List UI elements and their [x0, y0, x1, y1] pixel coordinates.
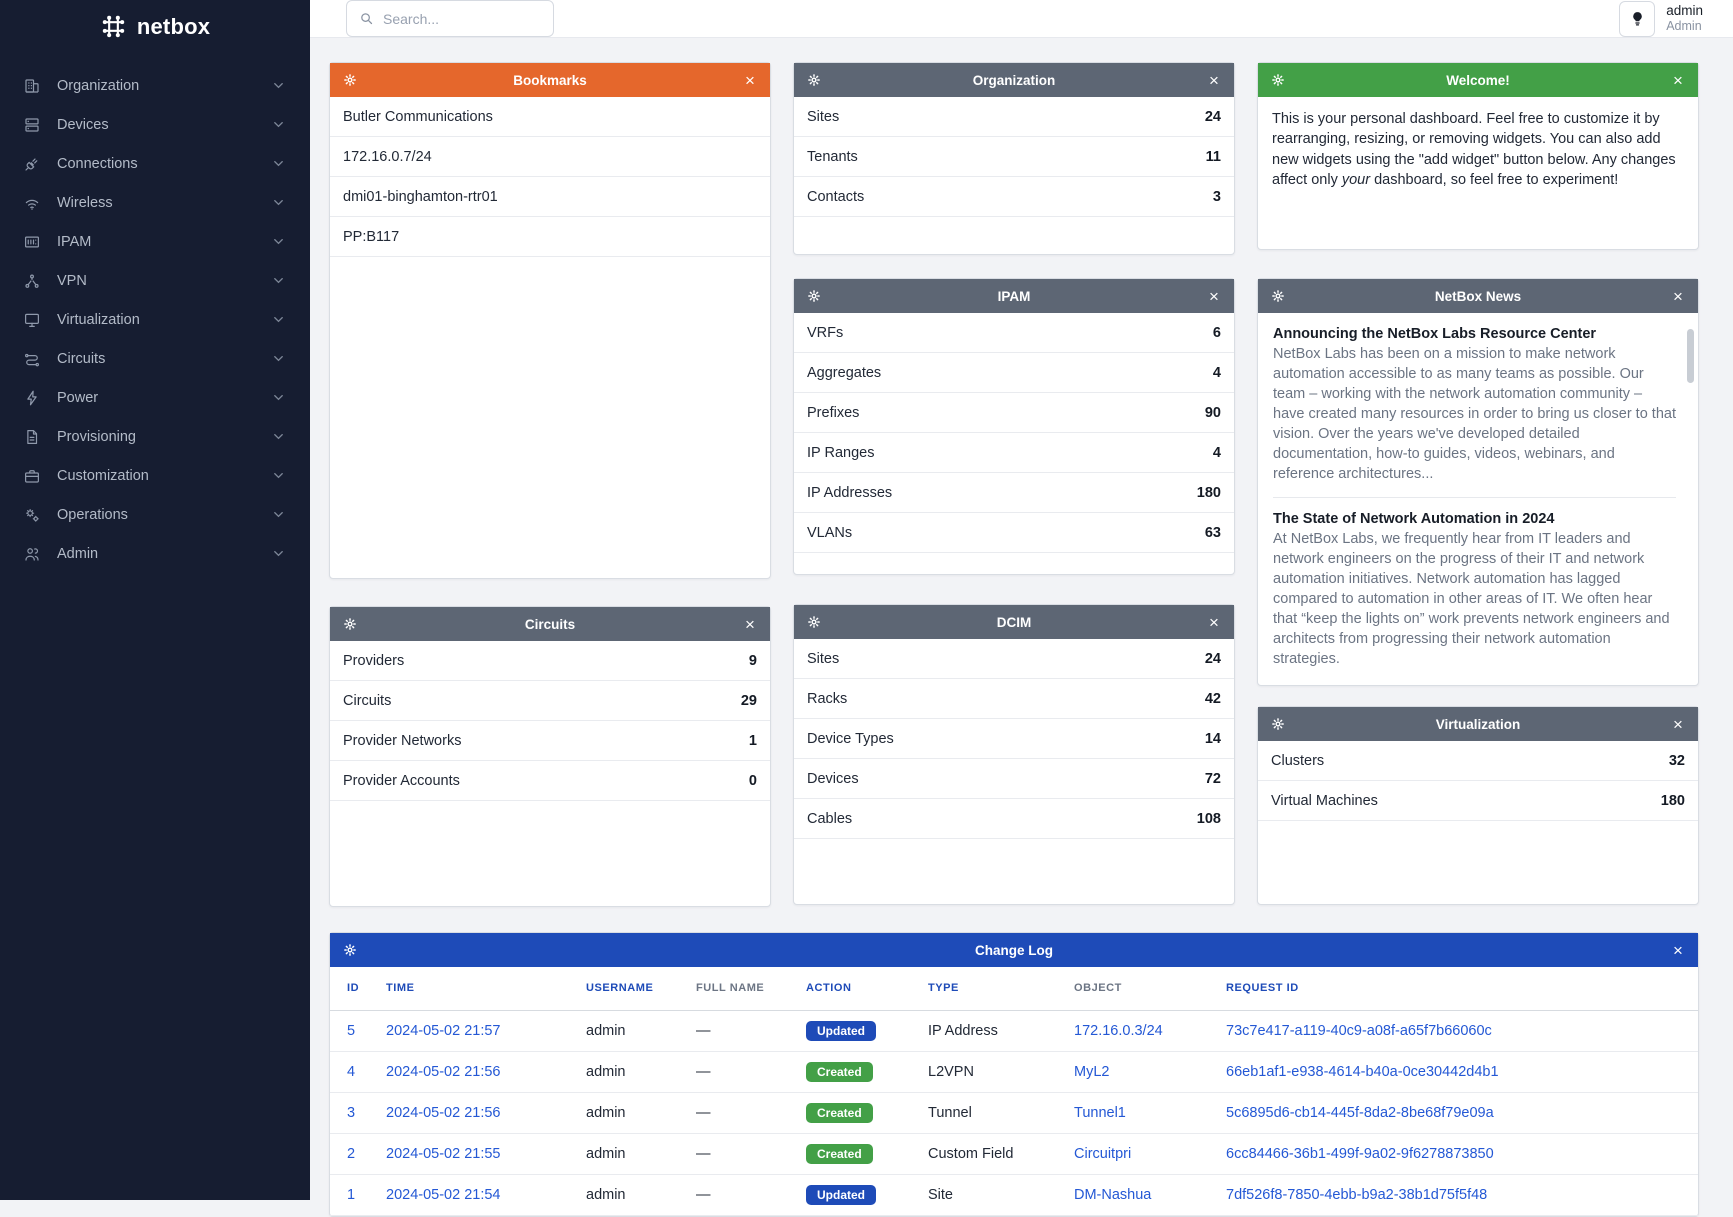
table-row	[330, 1010, 1698, 1051]
stat-label: IP Ranges	[807, 444, 875, 461]
widget-organization	[793, 62, 1235, 255]
welcome-text-em: your	[1341, 171, 1371, 188]
sidebar-item-admin[interactable]	[0, 534, 310, 573]
change-full-name: —	[696, 1186, 711, 1203]
sidebar-item-wireless[interactable]	[0, 183, 310, 222]
welcome-text-part: dashboard, so feel free to experiment!	[1370, 171, 1619, 188]
change-username: admin	[586, 1063, 626, 1080]
bookmark-item[interactable]	[330, 137, 770, 177]
stat-value: 24	[1204, 650, 1221, 667]
sidebar	[0, 0, 310, 1200]
change-type: IP Address	[928, 1022, 998, 1039]
column-header-request-id[interactable]: REQUEST ID	[1216, 967, 1698, 1010]
widget-bookmarks	[329, 62, 771, 579]
change-object-link[interactable]: Tunnel1	[1074, 1104, 1126, 1121]
change-time-link[interactable]: 2024-05-02 21:54	[386, 1186, 501, 1203]
widget-close-icon[interactable]: ×	[1673, 286, 1683, 306]
netbox-logo-text: netbox	[136, 13, 211, 39]
news-article	[1273, 511, 1676, 669]
sidebar-item-label: Organization	[57, 77, 140, 94]
chevron-down-icon	[271, 468, 286, 483]
briefcase-icon	[23, 467, 41, 485]
sidebar-item-label: Operations	[57, 506, 128, 523]
stat-row	[794, 759, 1234, 799]
main-area	[310, 0, 1733, 1203]
search-box	[346, 0, 554, 37]
stat-label: Tenants	[807, 148, 858, 165]
status-badge: Updated	[806, 1185, 876, 1205]
stat-row	[794, 137, 1234, 177]
gears-icon	[23, 506, 41, 524]
divider	[1273, 497, 1676, 498]
news-article-title[interactable]: The State of Network Automation in 2024	[1273, 511, 1555, 527]
chevron-down-icon	[271, 156, 286, 171]
column-header-action[interactable]: ACTION	[796, 967, 918, 1010]
change-full-name: —	[696, 1063, 711, 1080]
stat-row	[330, 681, 770, 721]
chevron-down-icon	[271, 117, 286, 132]
widget-config-gear-icon[interactable]	[804, 286, 824, 306]
sidebar-item-label: IPAM	[57, 233, 92, 250]
stat-row	[794, 719, 1234, 759]
widget-welcome	[1257, 62, 1699, 250]
change-type: L2VPN	[928, 1063, 974, 1080]
topbar	[310, 0, 1733, 38]
widget-title: Circuits	[524, 616, 576, 632]
stat-label: VRFs	[807, 324, 844, 341]
status-badge: Created	[806, 1103, 873, 1123]
netbox-logo-icon	[100, 13, 127, 40]
stat-label: Provider Networks	[343, 732, 462, 749]
server-icon	[23, 116, 41, 134]
dashboard	[310, 38, 1733, 1217]
stat-label: VLANs	[807, 524, 853, 541]
news-article	[1273, 326, 1676, 484]
status-badge: Created	[806, 1144, 873, 1164]
sidebar-item-label: Wireless	[57, 194, 113, 211]
chevron-down-icon	[271, 195, 286, 210]
scrollbar-thumb[interactable]	[1687, 329, 1694, 383]
stat-row	[794, 433, 1234, 473]
change-object-link[interactable]: MyL2	[1074, 1063, 1110, 1080]
stat-label: Devices	[807, 770, 859, 787]
sidebar-item-operations[interactable]	[0, 495, 310, 534]
network-nodes-icon	[23, 272, 41, 290]
widget-config-gear-icon[interactable]	[1268, 70, 1288, 90]
table-row	[330, 1092, 1698, 1133]
stat-value: 0	[748, 772, 757, 789]
change-username: admin	[586, 1186, 626, 1203]
table-row	[330, 1174, 1698, 1215]
stat-row	[330, 641, 770, 681]
ip-card-icon	[23, 233, 41, 251]
widget-config-gear-icon[interactable]	[804, 70, 824, 90]
stat-row	[794, 353, 1234, 393]
widget-config-gear-icon[interactable]	[804, 612, 824, 632]
chevron-down-icon	[271, 429, 286, 444]
change-object-link[interactable]: 172.16.0.3/24	[1074, 1022, 1163, 1039]
change-id-link[interactable]: 5	[347, 1022, 356, 1039]
change-request-id-link[interactable]: 7df526f8-7850-4ebb-b9a2-38b1d75f5f48	[1226, 1186, 1488, 1203]
widget-title: NetBox News	[1434, 288, 1522, 304]
widget-close-icon[interactable]: ×	[1209, 612, 1219, 632]
chevron-down-icon	[271, 234, 286, 249]
change-id-link[interactable]: 3	[347, 1104, 356, 1121]
bookmark-item[interactable]	[330, 217, 770, 257]
stat-label: Cables	[807, 810, 853, 827]
widget-title: DCIM	[996, 614, 1032, 630]
stat-value: 1	[748, 732, 757, 749]
widget-close-icon[interactable]: ×	[1209, 70, 1219, 90]
theme-toggle-button[interactable]	[1619, 1, 1655, 37]
widget-close-icon[interactable]: ×	[1673, 714, 1683, 734]
column-header-type[interactable]: TYPE	[918, 967, 1064, 1010]
status-badge: Updated	[806, 1021, 876, 1041]
stat-value: 90	[1204, 404, 1221, 421]
stat-row	[794, 679, 1234, 719]
change-username: admin	[586, 1145, 626, 1162]
widget-config-gear-icon[interactable]	[340, 70, 360, 90]
change-id-link[interactable]: 2	[347, 1145, 356, 1162]
welcome-text-part: This is your personal dashboard. Feel free to customize it by rearranging, resizing, or removing widgets. You can also add new widgets using the "add widget" button below. Any changes affect only	[1272, 111, 1676, 188]
widget-close-icon[interactable]: ×	[1673, 70, 1683, 90]
stat-row	[794, 313, 1234, 353]
stat-row	[794, 639, 1234, 679]
widget-netbox-news	[1257, 278, 1699, 686]
change-time-link[interactable]: 2024-05-02 21:56	[386, 1063, 501, 1080]
widget-close-icon[interactable]: ×	[1673, 940, 1683, 960]
news-article-body: NetBox Labs has been on a mission to make network automation accessible to as many teams as possible. Our team – working with the network automation community – have created many resources in order to bring us closer to that vision. Over the years we've developed detailed documentation, how-to guides, videos, webinars, and reference architectures...	[1273, 346, 1676, 482]
stat-value: 4	[1212, 444, 1221, 461]
bookmark-label: dmi01-binghamton-rtr01	[343, 188, 498, 205]
search-icon	[359, 11, 374, 26]
stat-value: 108	[1196, 810, 1221, 827]
stat-value: 4	[1212, 364, 1221, 381]
change-time-link[interactable]: 2024-05-02 21:55	[386, 1145, 501, 1162]
change-id-link[interactable]: 1	[347, 1186, 356, 1203]
sidebar-item-label: VPN	[57, 272, 87, 289]
widget-close-icon[interactable]: ×	[745, 614, 755, 634]
bookmark-item[interactable]	[330, 177, 770, 217]
chevron-down-icon	[271, 312, 286, 327]
column-header-full-name: FULL NAME	[686, 967, 796, 1010]
change-time-link[interactable]: 2024-05-02 21:57	[386, 1022, 501, 1039]
stat-label: Circuits	[343, 692, 392, 709]
widget-circuits	[329, 606, 771, 907]
stat-label: Provider Accounts	[343, 772, 460, 789]
bookmark-item[interactable]	[330, 97, 770, 137]
change-type: Custom Field	[928, 1145, 1014, 1162]
building-icon	[23, 77, 41, 95]
sidebar-nav	[0, 66, 310, 573]
sidebar-item-circuits[interactable]	[0, 339, 310, 378]
widget-title: Organization	[972, 72, 1056, 88]
stat-value: 180	[1196, 484, 1221, 501]
stat-row	[794, 473, 1234, 513]
stat-value: 180	[1660, 792, 1685, 809]
changelog-table	[330, 967, 1698, 1216]
news-article-title[interactable]: Announcing the NetBox Labs Resource Center	[1273, 326, 1597, 342]
search-input[interactable]	[383, 11, 541, 27]
stat-label: Sites	[807, 108, 840, 125]
stat-label: Clusters	[1271, 752, 1325, 769]
change-request-id-link[interactable]: 66eb1af1-e938-4614-b40a-0ce30442d4b1	[1226, 1063, 1499, 1080]
stat-value: 24	[1204, 108, 1221, 125]
stat-label: Sites	[807, 650, 840, 667]
stat-label: Virtual Machines	[1271, 792, 1378, 809]
change-full-name: —	[696, 1145, 711, 1162]
news-article-body: At NetBox Labs, we frequently hear from IT leaders and network engineers on the progress of their IT and network automation initiatives. Network automation has lagged compared to automation in other areas of IT. We often hear that “keep the lights on” work prevents network engineers and architects from progressing their network automation strategies.	[1273, 531, 1670, 667]
widget-dcim	[793, 604, 1235, 905]
sidebar-item-vpn[interactable]	[0, 261, 310, 300]
sidebar-item-connections[interactable]	[0, 144, 310, 183]
widget-title: Change Log	[975, 942, 1053, 958]
stat-label: Contacts	[807, 188, 865, 205]
stat-value: 63	[1204, 524, 1221, 541]
chevron-down-icon	[271, 390, 286, 405]
sidebar-item-label: Power	[57, 389, 99, 406]
stat-label: IP Addresses	[807, 484, 893, 501]
bookmark-label: PP:B117	[343, 228, 400, 245]
change-time-link[interactable]: 2024-05-02 21:56	[386, 1104, 501, 1121]
change-username: admin	[586, 1104, 626, 1121]
user-role: Admin	[1666, 19, 1702, 34]
change-id-link[interactable]: 4	[347, 1063, 356, 1080]
stat-value: 32	[1668, 752, 1685, 769]
bookmark-label: 172.16.0.7/24	[343, 148, 432, 165]
sidebar-item-organization[interactable]	[0, 66, 310, 105]
stat-row	[330, 761, 770, 801]
user-cluster	[1619, 1, 1703, 37]
change-username: admin	[586, 1022, 626, 1039]
sidebar-item-virtualization[interactable]	[0, 300, 310, 339]
widget-config-gear-icon[interactable]	[1268, 286, 1288, 306]
stat-value: 3	[1212, 188, 1221, 205]
widget-title: IPAM	[997, 288, 1031, 304]
stat-label: Aggregates	[807, 364, 882, 381]
sidebar-item-label: Circuits	[57, 350, 106, 367]
stat-row	[1258, 781, 1698, 821]
lightbulb-icon	[1629, 10, 1646, 27]
status-badge: Created	[806, 1062, 873, 1082]
stat-label: Device Types	[807, 730, 894, 747]
change-request-id-link[interactable]: 5c6895d6-cb14-445f-8da2-8be68f79e09a	[1226, 1104, 1494, 1121]
stat-value: 6	[1212, 324, 1221, 341]
chevron-down-icon	[271, 351, 286, 366]
user-name: admin	[1666, 2, 1703, 18]
widget-virtualization	[1257, 706, 1699, 905]
stat-row	[794, 513, 1234, 553]
stat-value: 29	[740, 692, 757, 709]
chevron-down-icon	[271, 507, 286, 522]
sidebar-item-label: Provisioning	[57, 428, 136, 445]
widget-config-gear-icon[interactable]	[340, 940, 360, 960]
widget-close-icon[interactable]: ×	[745, 70, 755, 90]
change-type: Tunnel	[928, 1104, 972, 1121]
document-icon	[23, 428, 41, 446]
stat-row	[794, 97, 1234, 137]
netbox-logo[interactable]	[0, 13, 310, 40]
wifi-icon	[23, 194, 41, 212]
stat-value: 72	[1204, 770, 1221, 787]
bookmark-label: Butler Communications	[343, 108, 493, 125]
stat-value: 42	[1204, 690, 1221, 707]
sidebar-item-ipam[interactable]	[0, 222, 310, 261]
stat-label: Racks	[807, 690, 848, 707]
sidebar-item-devices[interactable]	[0, 105, 310, 144]
chevron-down-icon	[271, 546, 286, 561]
widget-config-gear-icon[interactable]	[340, 614, 360, 634]
widget-title: Bookmarks	[513, 72, 587, 88]
stat-value: 9	[748, 652, 757, 669]
stat-row	[1258, 741, 1698, 781]
change-type: Site	[928, 1186, 953, 1203]
welcome-text	[1258, 97, 1698, 202]
users-icon	[23, 545, 41, 563]
stat-row	[794, 393, 1234, 433]
plug-icon	[23, 155, 41, 173]
widget-config-gear-icon[interactable]	[1268, 714, 1288, 734]
sidebar-item-label: Customization	[57, 467, 149, 484]
change-object-link[interactable]: DM-Nashua	[1074, 1186, 1152, 1203]
sidebar-item-power[interactable]	[0, 378, 310, 417]
change-object-link[interactable]: Circuitpri	[1074, 1145, 1132, 1162]
stat-label: Prefixes	[807, 404, 860, 421]
monitor-icon	[23, 311, 41, 329]
column-header-id[interactable]: ID	[330, 967, 376, 1010]
change-request-id-link[interactable]: 73c7e417-a119-40c9-a08f-a65f7b66060c	[1226, 1022, 1492, 1039]
widget-title: Welcome!	[1446, 72, 1510, 88]
widget-change-log	[329, 932, 1699, 1217]
column-header-object: OBJECT	[1064, 967, 1216, 1010]
widget-ipam	[793, 278, 1235, 575]
column-header-username[interactable]: USERNAME	[576, 967, 686, 1010]
change-full-name: —	[696, 1022, 711, 1039]
sidebar-item-label: Virtualization	[57, 311, 140, 328]
sidebar-item-customization[interactable]	[0, 456, 310, 495]
widget-title: Virtualization	[1435, 716, 1521, 732]
column-header-time[interactable]: TIME	[376, 967, 576, 1010]
stat-row	[794, 799, 1234, 839]
chevron-down-icon	[271, 78, 286, 93]
change-full-name: —	[696, 1104, 711, 1121]
bolt-icon	[23, 389, 41, 407]
sidebar-item-label: Admin	[57, 545, 99, 562]
stat-label: Providers	[343, 652, 405, 669]
widget-close-icon[interactable]: ×	[1209, 286, 1219, 306]
stat-row	[330, 721, 770, 761]
stat-value: 14	[1204, 730, 1221, 747]
table-row	[330, 1133, 1698, 1174]
stat-value: 11	[1205, 148, 1221, 165]
table-row	[330, 1051, 1698, 1092]
sidebar-item-provisioning[interactable]	[0, 417, 310, 456]
sidebar-item-label: Connections	[57, 155, 138, 172]
stat-row	[794, 177, 1234, 217]
user-menu[interactable]	[1666, 3, 1703, 34]
change-request-id-link[interactable]: 6cc84466-36b1-499f-9a02-9f6278873850	[1226, 1145, 1494, 1162]
sidebar-item-label: Devices	[57, 116, 109, 133]
chevron-down-icon	[271, 273, 286, 288]
circuit-icon	[23, 350, 41, 368]
table-header-row	[330, 967, 1698, 1010]
